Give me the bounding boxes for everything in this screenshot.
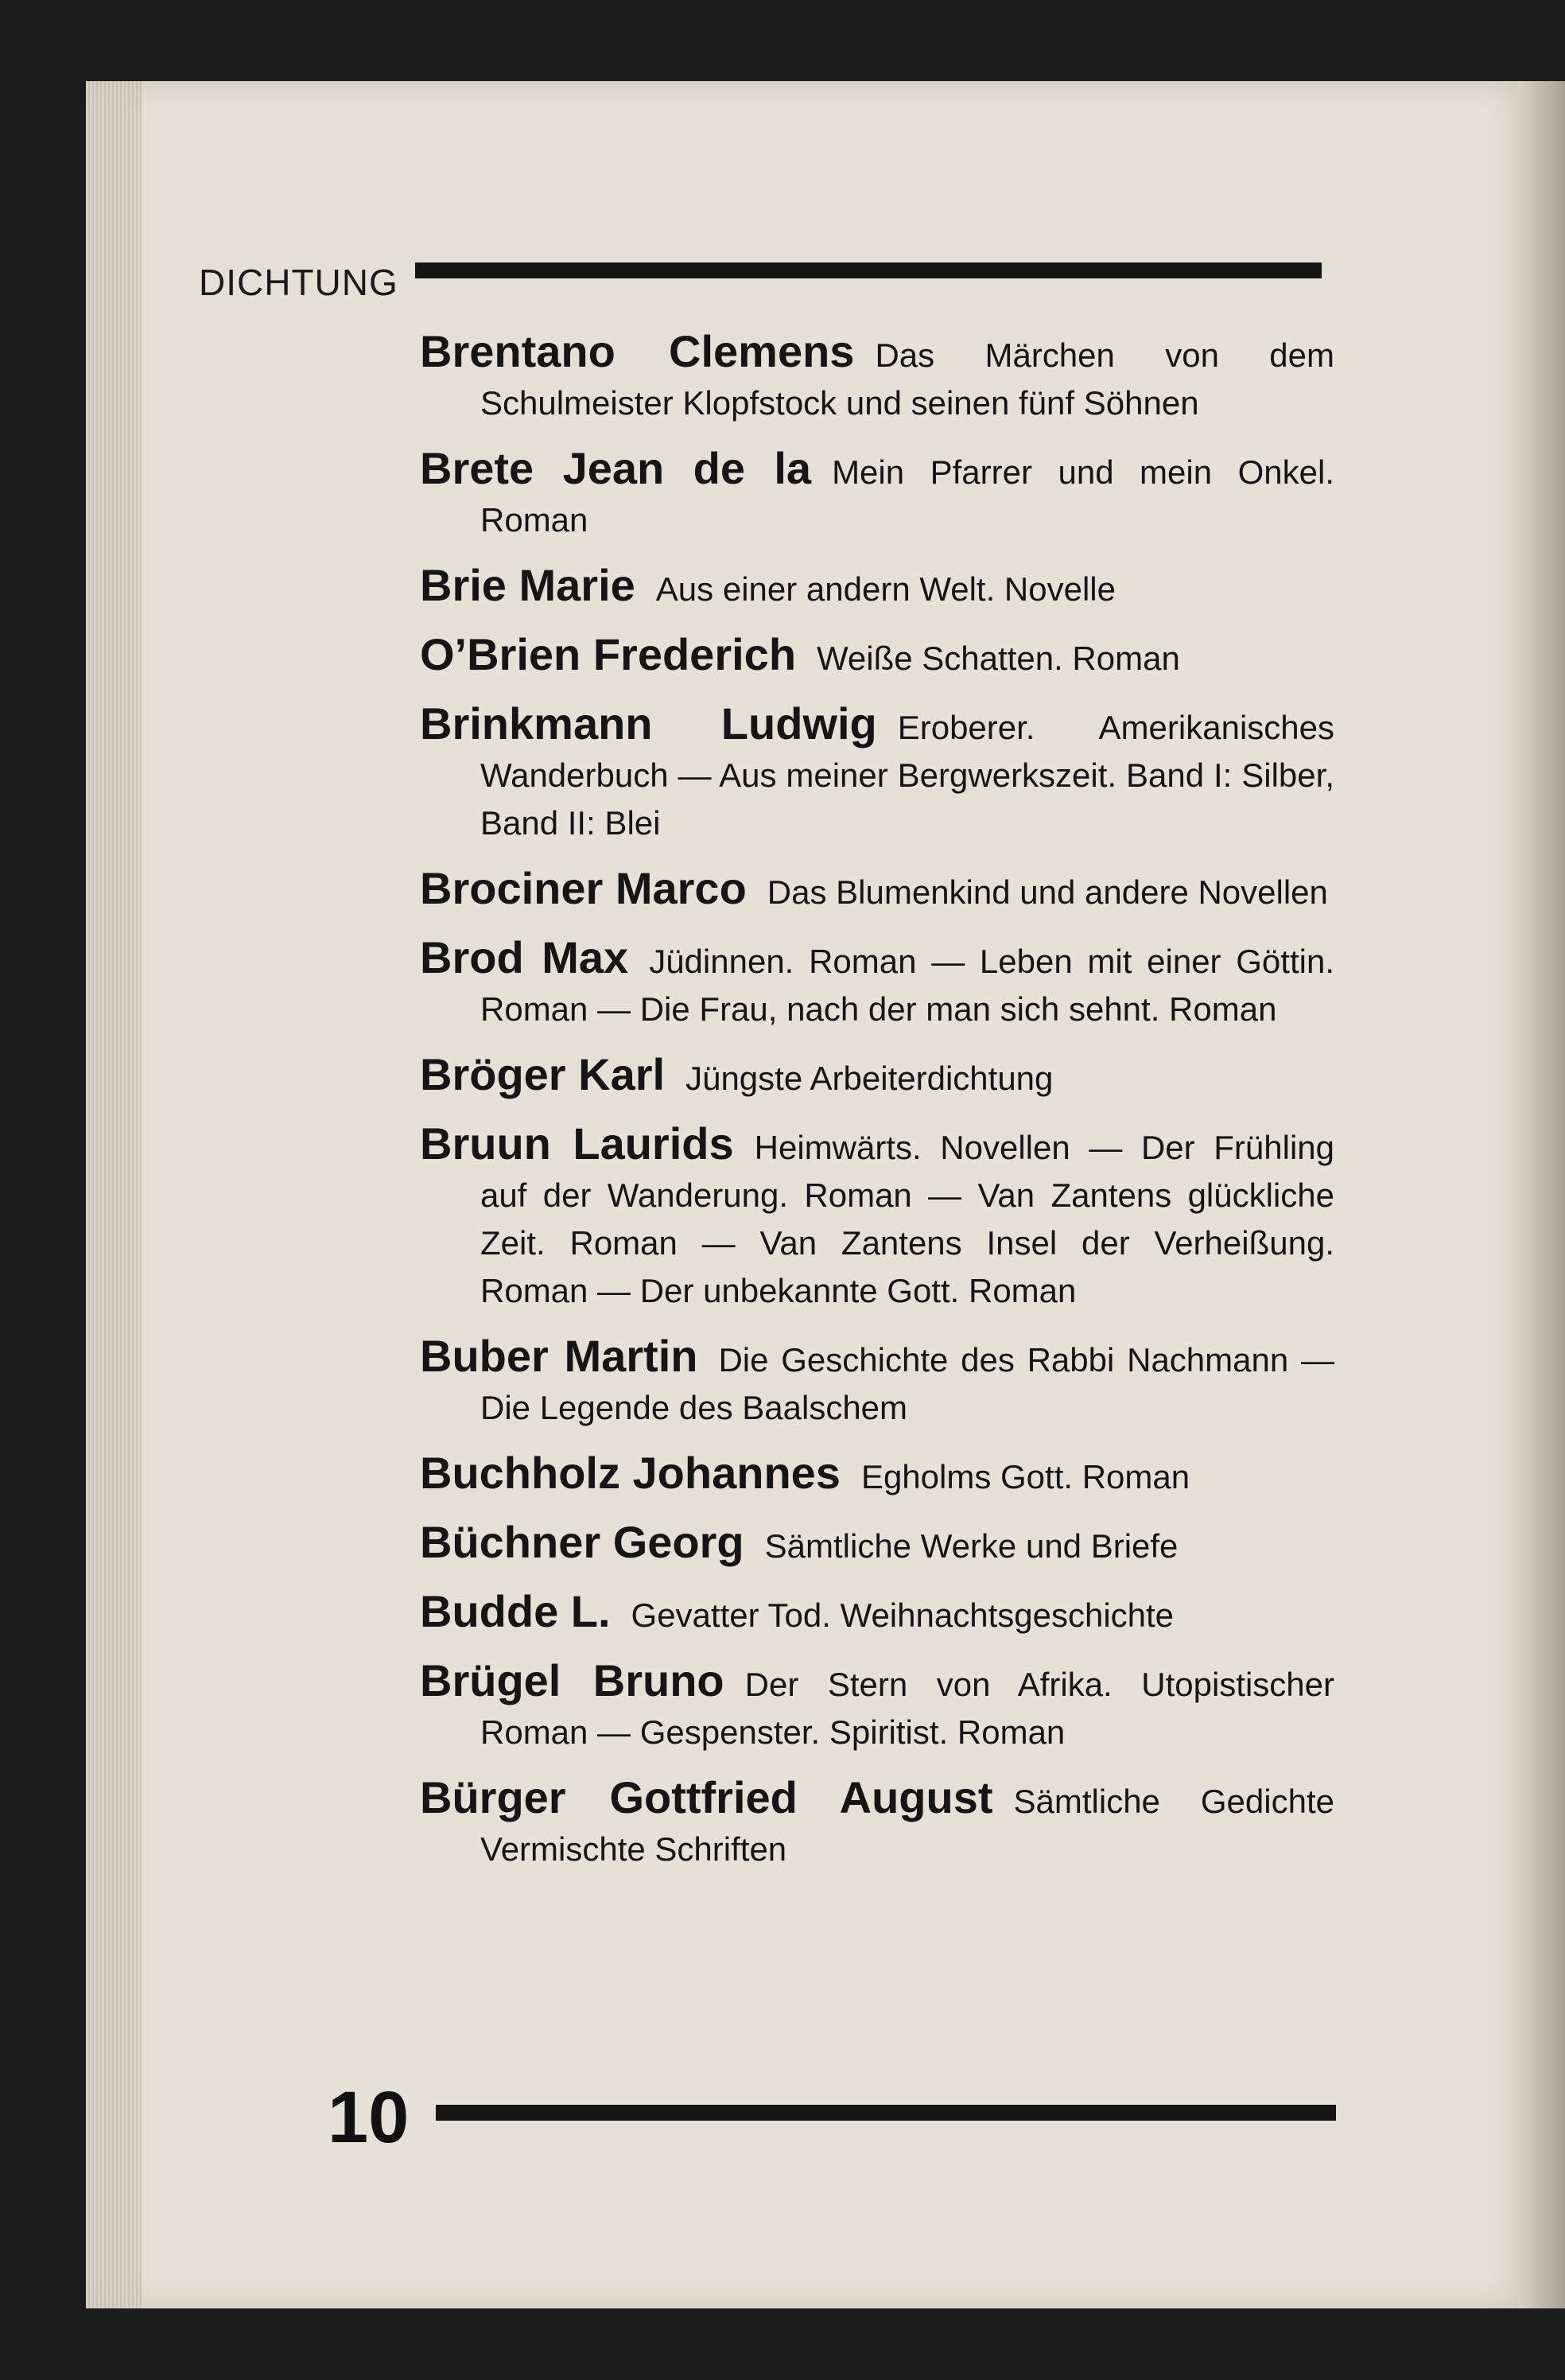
list-item bbox=[420, 1588, 1334, 1639]
section-header: DICHTUNG bbox=[199, 262, 398, 303]
work-titles: Die Geschichte des Rabbi Nachmann — Die Legende des Baalschem bbox=[480, 1341, 1334, 1426]
work-titles: Egholms Gott. Roman bbox=[860, 1458, 1190, 1495]
work-titles: Sämtliche Gedichte Vermischte Schriften bbox=[480, 1783, 1334, 1868]
list-item bbox=[420, 700, 1334, 847]
work-titles: Jüngste Arbeiterdichtung bbox=[685, 1060, 1054, 1097]
work-titles: Gevatter Tod. Weihnachtsgeschichte bbox=[631, 1596, 1175, 1634]
author-name: Brociner Marco bbox=[420, 863, 747, 913]
list-item bbox=[420, 445, 1334, 544]
list-item bbox=[420, 328, 1334, 427]
list-item bbox=[420, 562, 1334, 613]
list-item bbox=[420, 1332, 1334, 1432]
author-name: Buchholz Johannes bbox=[420, 1448, 841, 1498]
work-titles: Mein Pfarrer und mein Onkel. Roman bbox=[480, 453, 1334, 539]
page-edges bbox=[86, 81, 142, 2308]
header-rule bbox=[415, 262, 1322, 278]
work-titles: Weiße Schatten. Roman bbox=[817, 640, 1180, 677]
author-name: Budde L. bbox=[420, 1586, 611, 1636]
list-item bbox=[420, 1774, 1334, 1873]
author-name: Buber Martin bbox=[420, 1331, 698, 1381]
entry-list bbox=[420, 328, 1334, 1891]
list-item bbox=[420, 1657, 1334, 1756]
author-name: Brentano Clemens bbox=[420, 326, 855, 376]
work-titles: Aus einer andern Welt. Novelle bbox=[655, 570, 1116, 608]
work-titles: Der Stern von Afrika. Utopistischer Roman — Gespenster. Spiritist. Roman bbox=[480, 1666, 1335, 1751]
work-titles: Sämtliche Werke und Briefe bbox=[764, 1527, 1179, 1565]
list-item bbox=[420, 1120, 1334, 1315]
author-name: Brete Jean de la bbox=[420, 443, 812, 493]
author-name: Bruun Laurids bbox=[420, 1118, 734, 1169]
list-item bbox=[420, 631, 1334, 682]
list-item bbox=[420, 1519, 1334, 1570]
book-spine bbox=[1517, 81, 1565, 2308]
work-titles: Das Blumenkind und andere Novellen bbox=[767, 873, 1328, 911]
work-titles: Das Märchen von dem Schulmeister Klopfstock und seinen fünf Söhnen bbox=[480, 336, 1334, 422]
list-item bbox=[420, 865, 1334, 916]
list-item bbox=[420, 1051, 1334, 1102]
page-number: 10 bbox=[328, 2077, 410, 2158]
work-titles: Heimwärts. Novellen — Der Frühling auf der Wanderung. Roman — Van Zantens glückliche Zeit. Roman — Van Zantens Insel der Verheißung. Roman — Der unbekannte Gott. Roman bbox=[480, 1129, 1334, 1309]
work-titles: Eroberer. Amerikanisches Wanderbuch — Aus meiner Bergwerkszeit. Band I: Silber, Band II: Blei bbox=[480, 709, 1334, 842]
author-name: Brinkmann Ludwig bbox=[420, 698, 877, 749]
footer-rule bbox=[436, 2105, 1336, 2121]
author-name: Büchner Georg bbox=[420, 1517, 744, 1567]
author-name: Brügel Bruno bbox=[420, 1655, 724, 1705]
author-name: Bürger Gottfried August bbox=[420, 1772, 993, 1822]
author-name: Brod Max bbox=[420, 932, 629, 982]
author-name: Bröger Karl bbox=[420, 1049, 666, 1099]
list-item bbox=[420, 1449, 1334, 1501]
list-item bbox=[420, 934, 1334, 1033]
author-name: O’Brien Frederich bbox=[420, 629, 797, 679]
work-titles: Jüdinnen. Roman — Leben mit einer Göttin. Roman — Die Frau, nach der man sich sehnt. Roman bbox=[480, 943, 1334, 1028]
author-name: Brie Marie bbox=[420, 560, 635, 610]
